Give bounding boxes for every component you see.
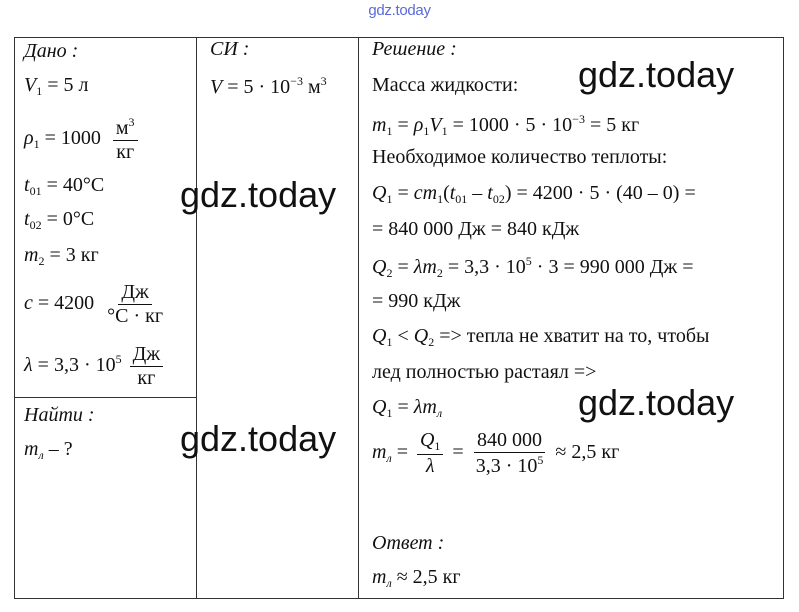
answer-value: $m_л \approx 2,5$ кг [372,566,461,590]
given-m2: $m_2 = 3$ кг [24,244,99,268]
si-volume: $V = 5 \cdot 10^{-3}$ $м^3$ [210,74,327,98]
given-rho: $\rho_1 = 1000$ $\frac{м^3}{кг}$ [24,116,142,163]
site-header-logo: gdz.today [368,2,431,19]
given-t01: $t_{01} = 40^\circ C$ [24,174,105,198]
given-c: c = 4200 $\frac{Дж}{^\circ C \cdot кг}$ [24,281,164,327]
watermark-3: gdz.today [578,382,735,423]
solution-q1-lambda: $Q_1 = \lambda m_л$ [372,396,443,420]
solution-mass-eq: $m_1 = \rho_1V_1 = 1000 \cdot 5 \cdot 10^{-3} = 5$ кг [372,112,640,138]
solution-q1-eq: $Q_1 = cm_1(t_{01} - t_{02}) = 4200 \cdot 5 \cdot (40 - 0)$ = [372,182,696,206]
header-solution: Решение : [372,38,457,60]
find-expression: $m_л$ – ? [24,438,73,462]
solution-heat-title: Необходимое количество теплоты: [372,146,668,168]
solution-q2-eq: $Q_2 = \lambda m_2 = 3,3 \cdot 10^5 \cdot 3 = 990$ 000 Дж = [372,254,694,280]
watermark-4: gdz.today [180,418,337,459]
given-t02: $t_{02} = 0^\circ C$ [24,208,95,232]
solution-compare-cont: лед полностью растаял => [372,361,597,383]
solution-compare: $Q_1 < Q_2$ => тепла не хватит на то, чтобы [372,325,710,349]
header-given: Дано : [24,40,79,62]
solution-final: $m_л$ = $\frac{Q_1}{\lambda}$ = $\frac{840 000}{3,3 \cdot 10^5}$ ≈ 2,5 кг [372,429,620,477]
header-answer: Ответ : [372,532,445,554]
watermark-2: gdz.today [180,174,337,215]
solution-q1-result: = 840 000 Дж = 840 кДж [372,218,580,240]
solution-mass-title: Масса жидкости: [372,74,519,96]
given-v1: $V_1 = 5$ л [24,74,89,98]
given-lambda: $\lambda = 3,3 \cdot 10^5$ $\frac{Дж}{кг}$ [24,344,167,389]
solution-q2-result: = 990 кДж [372,290,461,312]
row-divider-find [14,397,197,398]
column-divider-given [196,37,197,599]
header-find: Найти : [24,404,95,426]
watermark-1: gdz.today [578,54,735,95]
column-divider-si [358,37,359,599]
header-si: СИ : [210,38,250,60]
